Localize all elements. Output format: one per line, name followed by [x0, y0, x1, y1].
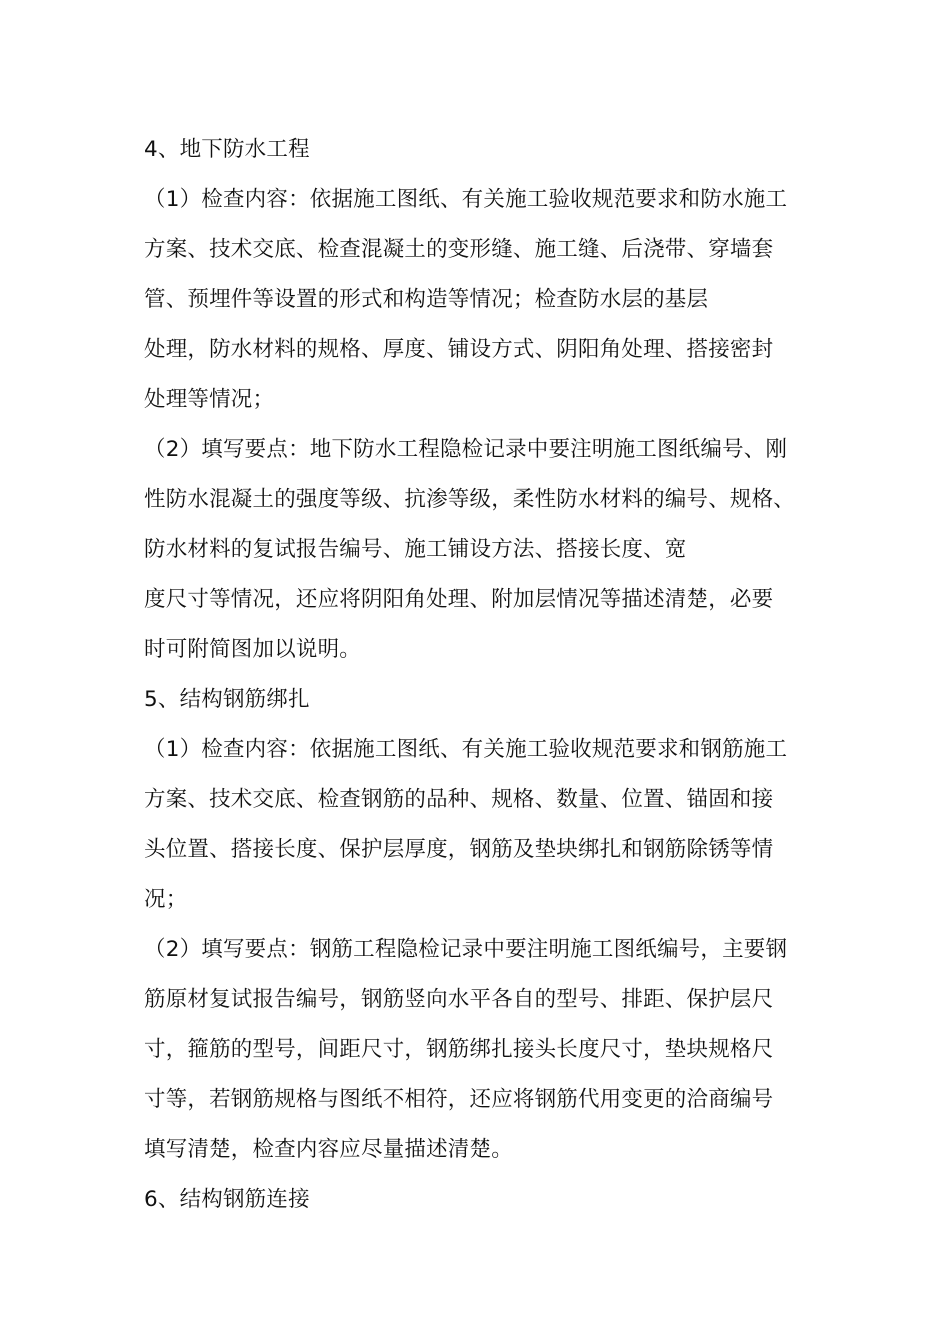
text-line: 管、预埋件等设置的形式和构造等情况；检查防水层的基层 — [144, 287, 709, 312]
text-line: 处理，防水材料的规格、厚度、铺设方式、阴阳角处理、搭接密封 — [144, 337, 774, 362]
section-heading-4: 4、地下防水工程 — [144, 137, 310, 162]
text-line: 寸，箍筋的型号，间距尺寸，钢筋绑扎接头长度尺寸，垫块规格尺 — [144, 1037, 774, 1062]
text-line: （2）填写要点：地下防水工程隐检记录中要注明施工图纸编号、刚 — [144, 437, 788, 462]
text-line: 填写清楚，检查内容应尽量描述清楚。 — [144, 1137, 513, 1162]
text-line: 度尺寸等情况，还应将阴阳角处理、附加层情况等描述清楚，必要 — [144, 587, 774, 612]
text-line: 方案、技术交底、检查钢筋的品种、规格、数量、位置、锚固和接 — [144, 787, 774, 812]
text-line: 寸等，若钢筋规格与图纸不相符，还应将钢筋代用变更的洽商编号 — [144, 1087, 774, 1112]
text-line: 处理等情况； — [144, 387, 275, 412]
text-line: 时可附简图加以说明。 — [144, 637, 362, 662]
text-line: 防水材料的复试报告编号、施工铺设方法、搭接长度、宽 — [144, 537, 687, 562]
text-line: 况； — [144, 887, 188, 912]
text-line: （1）检查内容：依据施工图纸、有关施工验收规范要求和防水施工 — [144, 187, 788, 212]
text-line: 方案、技术交底、检查混凝土的变形缝、施工缝、后浇带、穿墙套 — [144, 237, 774, 262]
text-line: 性防水混凝土的强度等级、抗渗等级，柔性防水材料的编号、规格、 — [144, 487, 796, 512]
section-heading-5: 5、结构钢筋绑扎 — [144, 687, 310, 712]
text-line: 头位置、搭接长度、保护层厚度，钢筋及垫块绑扎和钢筋除锈等情 — [144, 837, 774, 862]
text-line: 筋原材复试报告编号，钢筋竖向水平各自的型号、排距、保护层尺 — [144, 987, 774, 1012]
section-heading-6: 6、结构钢筋连接 — [144, 1187, 310, 1212]
text-line: （1）检查内容：依据施工图纸、有关施工验收规范要求和钢筋施工 — [144, 737, 788, 762]
text-line: （2）填写要点：钢筋工程隐检记录中要注明施工图纸编号，主要钢 — [144, 937, 788, 962]
